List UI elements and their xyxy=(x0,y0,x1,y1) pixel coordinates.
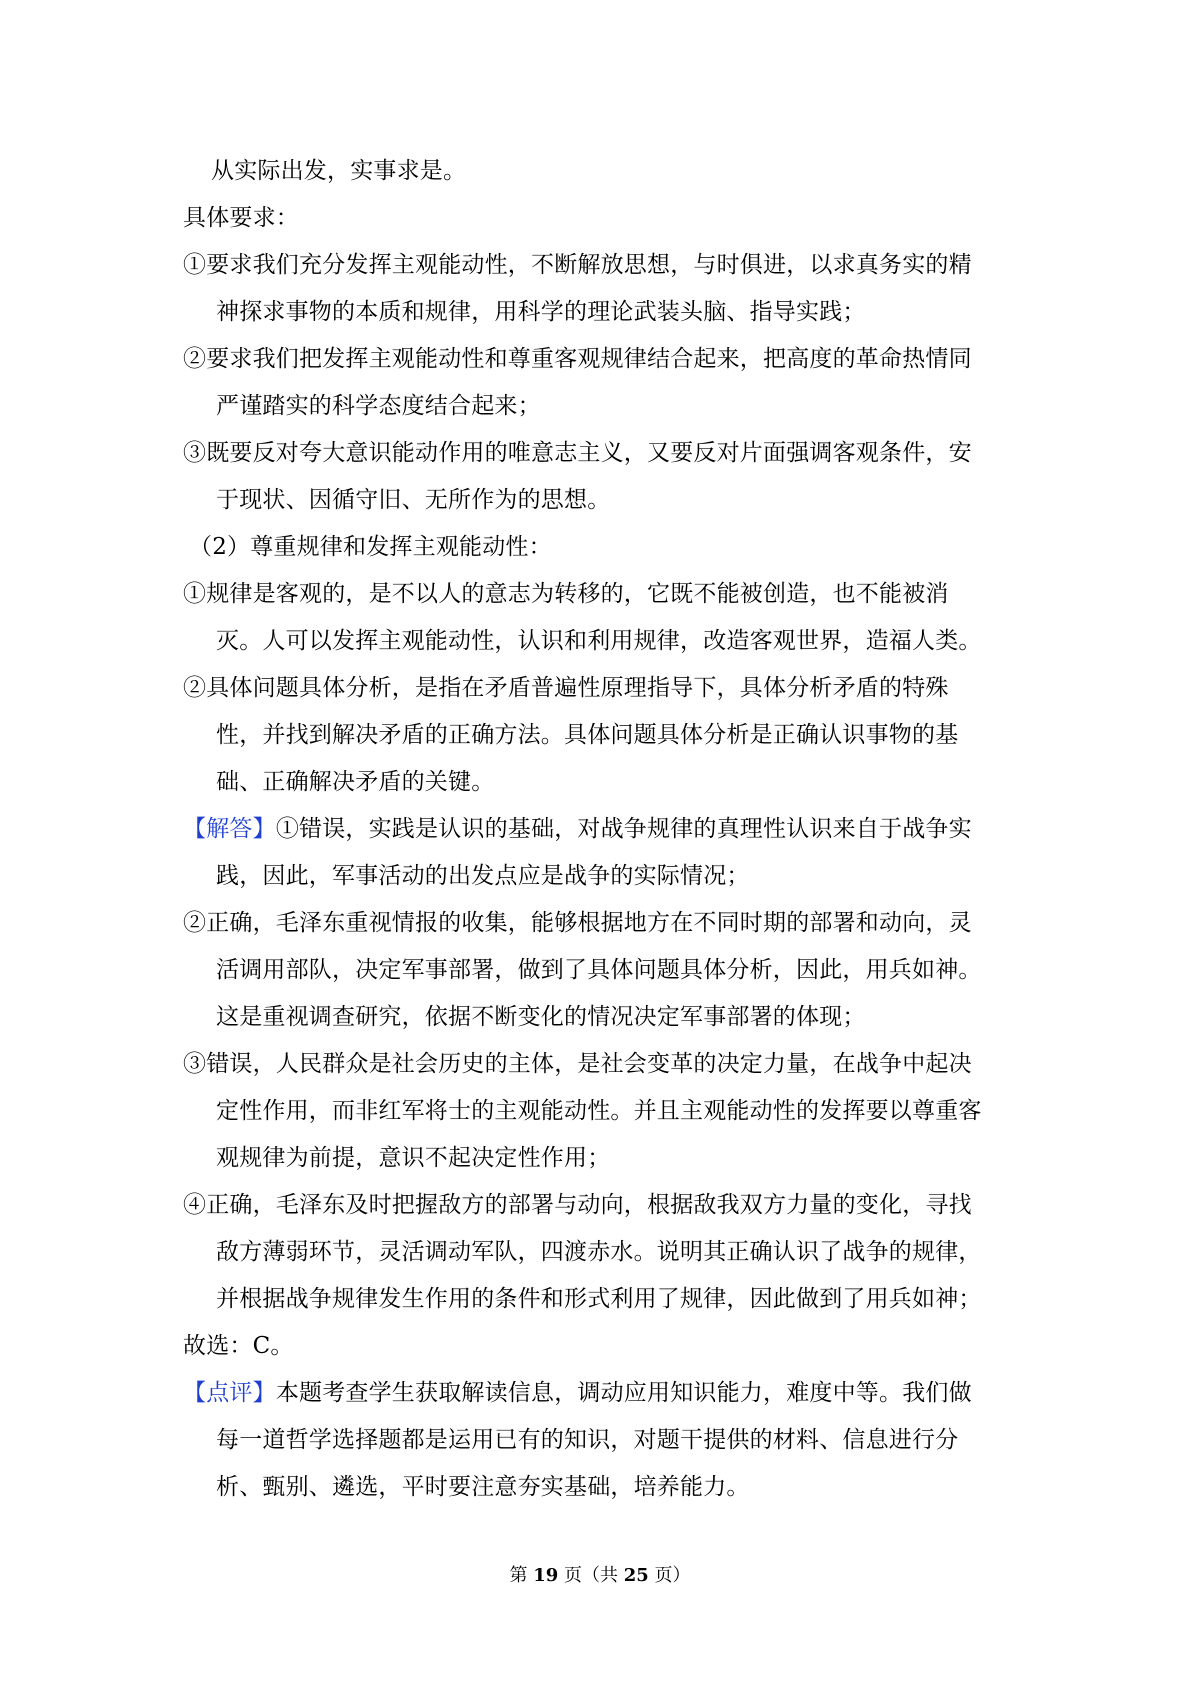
list-item-continuation: 每一道哲学选择题都是运用已有的知识，对题干提供的材料、信息进行分 xyxy=(216,1427,959,1453)
page-footer xyxy=(0,1564,1200,1588)
list-item-continuation: 灭。人可以发挥主观能动性，认识和利用规律，改造客观世界，造福人类。 xyxy=(216,628,982,654)
answer-line xyxy=(183,806,1028,853)
list-item-continuation: 析、甄别、遴选，平时要注意夯实基础，培养能力。 xyxy=(216,1474,750,1500)
page-body xyxy=(183,148,1028,1511)
list-item-continuation: 观规律为前提，意识不起决定性作用； xyxy=(216,1145,611,1171)
list-item-line: ②具体问题具体分析，是指在矛盾普遍性原理指导下，具体分析矛盾的特殊 xyxy=(183,675,949,701)
answer-choice: 故选：C。 xyxy=(183,1333,294,1359)
list-item-continuation: 神探求事物的本质和规律，用科学的理论武装头脑、指导实践； xyxy=(216,299,866,325)
page-number: 19 xyxy=(533,1565,559,1586)
footer-prefix: 第 xyxy=(509,1565,534,1586)
text-line: 从实际出发，实事求是。 xyxy=(211,158,467,184)
list-item-continuation: 践，因此，军事活动的出发点应是战争的实际情况； xyxy=(216,863,750,889)
list-item-continuation: 敌方薄弱环节，灵活调动军队，四渡赤水。说明其正确认识了战争的规律， xyxy=(216,1239,982,1265)
footer-middle: 页（共 xyxy=(558,1565,624,1586)
comment-text: 本题考查学生获取解读信息，调动应用知识能力，难度中等。我们做 xyxy=(275,1380,972,1406)
list-item-line: ③既要反对夸大意识能动作用的唯意志主义，又要反对片面强调客观条件，安 xyxy=(183,440,972,466)
list-item-line: ②要求我们把发挥主观能动性和尊重客观规律结合起来，把高度的革命热情同 xyxy=(183,346,972,372)
list-item-continuation: 活调用部队，决定军事部署，做到了具体问题具体分析，因此，用兵如神。 xyxy=(216,957,982,983)
list-item-line: ③错误，人民群众是社会历史的主体，是社会变革的决定力量，在战争中起决 xyxy=(183,1051,972,1077)
list-item-continuation: 于现状、因循守旧、无所作为的思想。 xyxy=(216,487,611,513)
comment-line xyxy=(183,1370,1028,1417)
list-item-line: ④正确，毛泽东及时把握敌方的部署与动向，根据敌我双方力量的变化，寻找 xyxy=(183,1192,972,1218)
answer-text: ①错误，实践是认识的基础，对战争规律的真理性认识来自于战争实 xyxy=(275,816,972,842)
text-line: 具体要求： xyxy=(183,205,299,231)
list-item-continuation: 严谨踏实的科学态度结合起来； xyxy=(216,393,541,419)
list-item-continuation: 性，并找到解决矛盾的正确方法。具体问题具体分析是正确认识事物的基 xyxy=(216,722,959,748)
list-item-line: ②正确，毛泽东重视情报的收集，能够根据地方在不同时期的部署和动向，灵 xyxy=(183,910,972,936)
footer-suffix: 页） xyxy=(648,1565,691,1586)
list-item-continuation: 这是重视调查研究，依据不断变化的情况决定军事部署的体现； xyxy=(216,1004,866,1030)
answer-tag: 【解答】 xyxy=(183,816,276,842)
total-pages: 25 xyxy=(623,1565,649,1586)
section-heading: （2）尊重规律和发挥主观能动性： xyxy=(189,534,552,560)
list-item-continuation: 并根据战争规律发生作用的条件和形式利用了规律，因此做到了用兵如神； xyxy=(216,1286,982,1312)
list-item-line: ①规律是客观的，是不以人的意志为转移的，它既不能被创造，也不能被消 xyxy=(183,581,949,607)
list-item-continuation: 础、正确解决矛盾的关键。 xyxy=(216,769,495,795)
list-item-continuation: 定性作用，而非红军将士的主观能动性。并且主观能动性的发挥要以尊重客 xyxy=(216,1098,982,1124)
list-item-line: ①要求我们充分发挥主观能动性，不断解放思想，与时俱进，以求真务实的精 xyxy=(183,252,972,278)
comment-tag: 【点评】 xyxy=(183,1380,276,1406)
